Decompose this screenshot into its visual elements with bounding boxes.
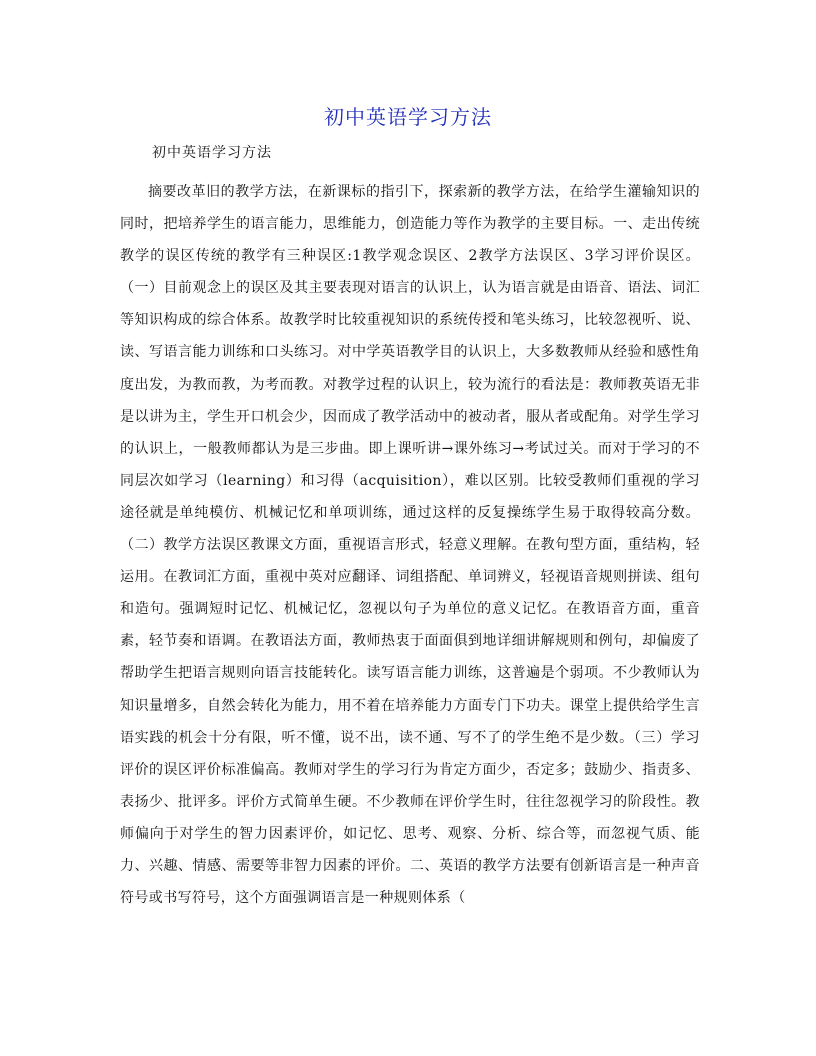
body-paragraph: 摘要改革旧的教学方法，在新课标的指引下，探索新的教学方法，在给学生灌输知识的同时，把培养学生的语言能力，思维能力，创造能力等作为教学的主要目标。一、走出传统教学的误区传统的教学有三种误区:1教学观念误区、2教学方法误区、3学习评价误区。（一）目前观念上的误区及其主要表现对语言的认识上，认为语言就是由语音、语法、词汇等知识构成的综合体系。故教学时比较重视知识的系统传授和笔头练习，比较忽视听、说、读、写语言能力训练和口头练习。对中学英语教学目的认识上，大多数教师从经验和感性角度出发，为教而教，为考而教。对教学过程的认识上，较为流行的看法是：教师教英语无非是以讲为主，学生开口机会少，因而成了教学活动中的被动者，服从者或配角。对学生学习的认识上，一般教师都认为是三步曲。即上课听讲→课外练习→考试过关。而对于学习的不同层次如学习（learning）和习得（acquisition），难以区别。比较受教师们重视的学习途径就是单纯模仿、机械记忆和单项训练，通过这样的反复操练学生易于取得较高分数。（二）教学方法误区教课文方面，重视语言形式，轻意义理解。在教句型方面，重结构，轻运用。在教词汇方面，重视中英对应翻译、词组搭配、单词辨义，轻视语音规则拼读、组句和造句。强调短时记忆、机械记忆，忽视以句子为单位的意义记忆。在教语音方面，重音素，轻节奏和语调。在教语法方面，教师热衷于面面俱到地详细讲解规则和例句，却偏废了帮助学生把语言规则向语言技能转化。读写语言能力训练，这普遍是个弱项。不少教师认为知识量增多，自然会转化为能力，用不着在培养能力方面专门下功夫。课堂上提供给学生言语实践的机会十分有限，听不懂，说不出，读不通、写不了的学生绝不是少数。（三）学习评价的误区评价标准偏高。教师对学生的学习行为肯定方面少，否定多；鼓励少、指责多、表扬少、批评多。评价方式简单生硬。不少教师在评价学生时，往往忽视学习的阶段性。教师偏向于对学生的智力因素评价，如记忆、思考、观察、分析、综合等，而忽视气质、能力、兴趣、情感、需要等非智力因素的评价。二、英语的教学方法要有创新语言是一种声音符号或书写符号，这个方面强调语言是一种规则体系（ (120, 184, 700, 907)
document-subtitle: 初中英语学习方法 (152, 145, 272, 161)
page-title: 初中英语学习方法 (324, 105, 492, 129)
